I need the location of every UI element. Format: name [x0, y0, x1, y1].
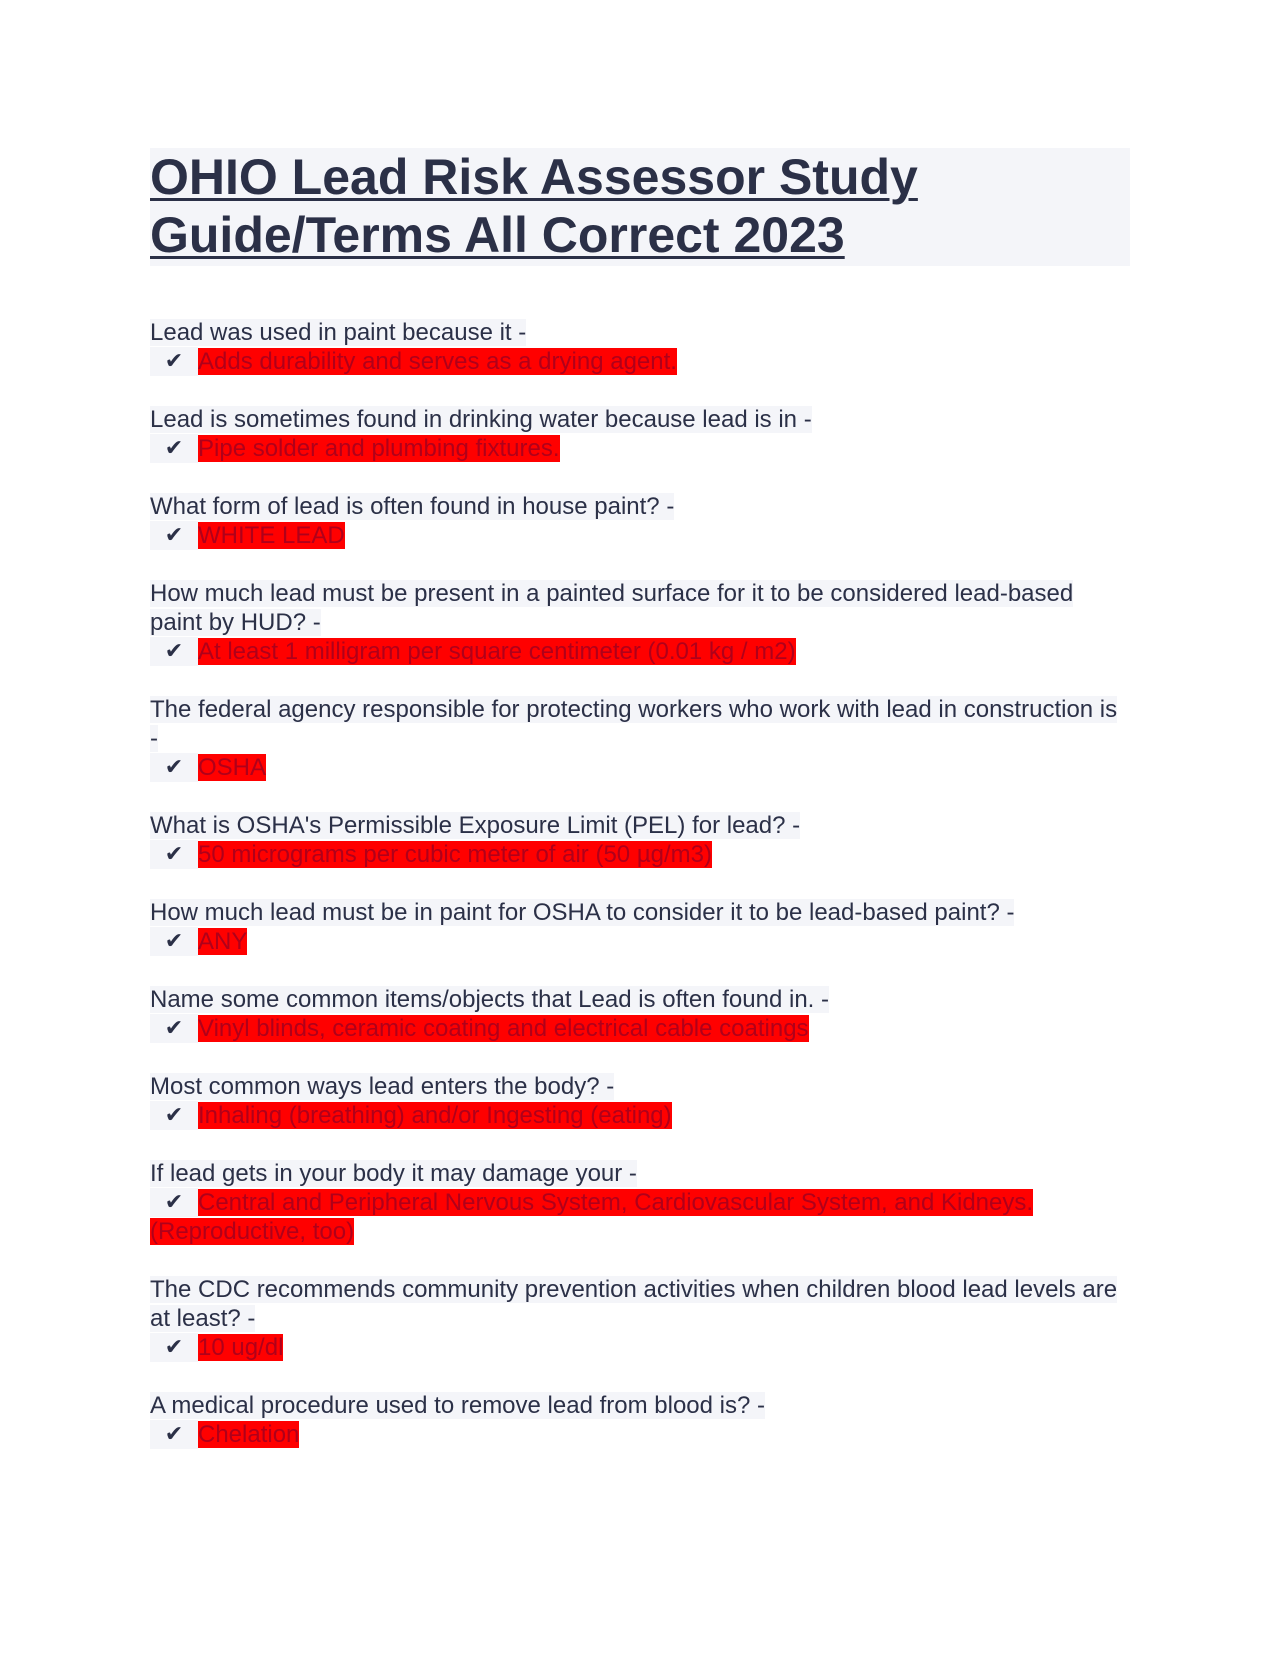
- answer-text: 50 micrograms per cubic meter of air (50 µg/m3): [198, 841, 712, 868]
- answer-text: Adds durability and serves as a drying agent.: [198, 348, 677, 375]
- checkmark-icon: ✔: [150, 1333, 198, 1362]
- checkmark-icon: ✔: [150, 927, 198, 956]
- question-text: What is OSHA's Permissible Exposure Limit (PEL) for lead? -: [150, 812, 801, 839]
- answer-text: 10 ug/dl: [198, 1334, 284, 1361]
- question-text: How much lead must be present in a painted surface for it to be considered lead-based paint by HUD? -: [150, 580, 1074, 636]
- question-text: Lead was used in paint because it -: [150, 319, 527, 346]
- checkmark-icon: ✔: [150, 753, 198, 782]
- answer-text: OSHA: [198, 754, 267, 781]
- checkmark-icon: ✔: [150, 1188, 198, 1217]
- answer-text: Central and Peripheral Nervous System, Cardiovascular System, and Kidneys. (Reproductive, too): [150, 1189, 1034, 1245]
- question-text: A medical procedure used to remove lead from blood is? -: [150, 1392, 765, 1419]
- qa-item: [150, 811, 1130, 869]
- answer-text: Inhaling (breathing) and/or Ingesting (eating): [198, 1102, 672, 1129]
- checkmark-icon: ✔: [150, 1101, 198, 1130]
- checkmark-icon: ✔: [150, 434, 198, 463]
- qa-item: [150, 1275, 1130, 1362]
- qa-item: [150, 405, 1130, 463]
- question-text: The CDC recommends community prevention activities when children blood lead levels are at least? -: [150, 1276, 1118, 1332]
- qa-item: [150, 492, 1130, 550]
- answer-text: At least 1 milligram per square centimeter (0.01 kg / m2): [198, 638, 796, 665]
- qa-item: [150, 695, 1130, 782]
- qa-item: [150, 1391, 1130, 1449]
- qa-item: [150, 985, 1130, 1043]
- title-block: [150, 148, 1130, 266]
- answer-text: WHITE LEAD: [198, 522, 345, 549]
- question-text: The federal agency responsible for protecting workers who work with lead in construction is -: [150, 696, 1118, 752]
- checkmark-icon: ✔: [150, 347, 198, 376]
- question-text: Lead is sometimes found in drinking water because lead is in -: [150, 406, 812, 433]
- question-text: What form of lead is often found in house paint? -: [150, 493, 675, 520]
- question-text: If lead gets in your body it may damage your -: [150, 1160, 637, 1187]
- question-text: How much lead must be in paint for OSHA to consider it to be lead-based paint? -: [150, 899, 1015, 926]
- answer-text: Vinyl blinds, ceramic coating and electrical cable coatings: [198, 1015, 809, 1042]
- checkmark-icon: ✔: [150, 840, 198, 869]
- answer-text: ANY: [198, 928, 248, 955]
- qa-item: [150, 1159, 1130, 1246]
- qa-item: [150, 579, 1130, 666]
- qa-item: [150, 318, 1130, 376]
- answer-text: Chelation: [198, 1421, 300, 1448]
- document-title: OHIO Lead Risk Assessor Study Guide/Terms All Correct 2023: [150, 149, 918, 263]
- question-text: Most common ways lead enters the body? -: [150, 1073, 615, 1100]
- document-page: [150, 148, 1130, 1478]
- qa-item: [150, 898, 1130, 956]
- question-text: Name some common items/objects that Lead is often found in. -: [150, 986, 829, 1013]
- checkmark-icon: ✔: [150, 1420, 198, 1449]
- checkmark-icon: ✔: [150, 521, 198, 550]
- qa-item: [150, 1072, 1130, 1130]
- qa-list: [150, 318, 1130, 1449]
- checkmark-icon: ✔: [150, 1014, 198, 1043]
- answer-text: Pipe solder and plumbing fixtures.: [198, 435, 560, 462]
- checkmark-icon: ✔: [150, 637, 198, 666]
